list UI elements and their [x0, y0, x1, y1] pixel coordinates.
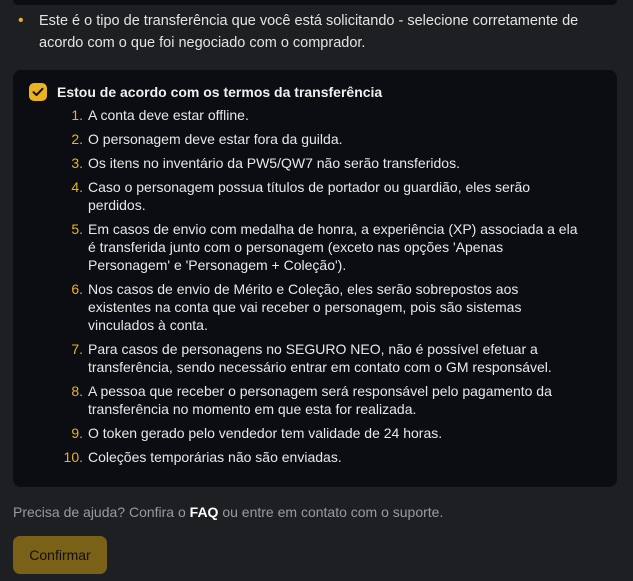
terms-item [59, 448, 579, 466]
terms-item [59, 340, 579, 376]
terms-item-text: Os itens no inventário da PW5/QW7 não serão transferidos. [88, 155, 460, 171]
terms-item-text: O personagem deve estar fora da guilda. [88, 131, 343, 147]
terms-item-number: 8. [71, 383, 83, 399]
terms-agree-checkbox-row[interactable] [29, 83, 382, 101]
terms-item-text: O token gerado pelo vendedor tem validade de 24 horas. [88, 425, 443, 441]
terms-agree-label: Estou de acordo com os termos da transferência [57, 84, 383, 100]
terms-list [59, 106, 579, 472]
transfer-type-note [18, 10, 618, 54]
faq-link[interactable]: FAQ [189, 504, 219, 520]
checkmark-icon [32, 87, 44, 97]
terms-item [59, 154, 579, 172]
terms-item-number: 10. [63, 449, 83, 465]
terms-item [59, 130, 579, 148]
terms-item-number: 1. [71, 107, 83, 123]
terms-item-text: Em casos de envio com medalha de honra, a experiência (XP) associada a ela é transferida junto com o personagem (exceto nas opções 'Apenas Personagem' e 'Personagem + Coleção'). [88, 221, 578, 273]
terms-item-number: 9. [71, 425, 83, 441]
terms-item [59, 424, 579, 442]
terms-item [59, 382, 579, 418]
terms-item-text: Caso o personagem possua títulos de portador ou guardião, eles serão perdidos. [88, 179, 531, 213]
terms-item-number: 5. [71, 221, 83, 237]
previous-card-edge [13, 0, 617, 5]
confirm-button[interactable]: Confirmar [13, 536, 107, 574]
terms-item-number: 6. [71, 281, 83, 297]
transfer-type-note-text: Este é o tipo de transferência que você está solicitando - selecione corretamente de acordo com o que foi negociado com o comprador. [39, 13, 579, 51]
terms-item-number: 2. [71, 131, 83, 147]
terms-item-number: 7. [71, 341, 83, 357]
terms-item [59, 106, 579, 124]
terms-item-text: A conta deve estar offline. [88, 107, 249, 123]
terms-item-text: A pessoa que receber o personagem será responsável pelo pagamento da transferência no momento em que esta for realizada. [88, 383, 552, 417]
help-text [13, 503, 443, 521]
terms-item-text: Para casos de personagens no SEGURO NEO, não é possível efetuar a transferência, sendo necessário entrar em contato com o GM responsável. [88, 341, 552, 375]
help-suffix: ou entre em contato com o suporte. [222, 504, 444, 520]
terms-item-number: 3. [71, 155, 83, 171]
terms-item [59, 280, 579, 334]
terms-card [13, 70, 617, 487]
help-prefix: Precisa de ajuda? Confira o [13, 504, 186, 520]
terms-item [59, 178, 579, 214]
terms-item-text: Coleções temporárias não são enviadas. [88, 449, 342, 465]
bullet-icon: • [18, 12, 24, 29]
terms-item [59, 220, 579, 274]
terms-item-text: Nos casos de envio de Mérito e Coleção, eles serão sobrepostos aos existentes na conta que vai receber o personagem, pois são sistemas vinculados à conta. [88, 281, 522, 333]
terms-item-number: 4. [71, 179, 83, 195]
terms-agree-checkbox[interactable] [29, 83, 47, 101]
